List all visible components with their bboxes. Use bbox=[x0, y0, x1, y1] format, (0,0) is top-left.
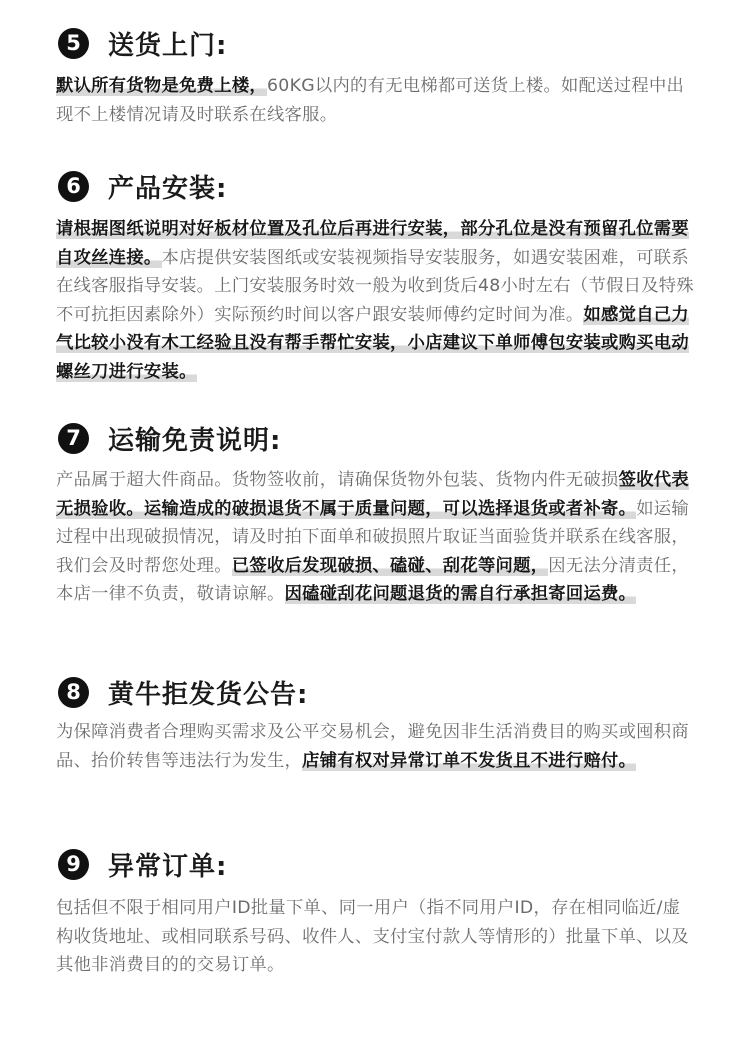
section-heading bbox=[58, 418, 281, 458]
section-body bbox=[56, 72, 696, 129]
emphasis-text: 因磕碰刮花问题退货的需自行承担寄回运费。 bbox=[284, 584, 637, 604]
emphasis-text: 已签收后发现破损、磕碰、刮花等问题， bbox=[231, 555, 549, 576]
body-text: 因无法分清责任，本店一律不负责，敬请谅解。 bbox=[56, 555, 689, 604]
section-body bbox=[56, 894, 696, 980]
body-text: 为保障消费者合理购买需求及公平交易机会，避免因非生活消费目的购买或囤积商品、抬价转售等违法行为发生， bbox=[56, 722, 689, 771]
number-badge-icon: 9 bbox=[58, 849, 89, 880]
section-title: 送货上门: bbox=[108, 30, 228, 61]
section-body bbox=[56, 466, 696, 609]
section-heading bbox=[58, 672, 308, 712]
emphasis-text: 如感觉自己力气比较小没有木工经验且没有帮手帮忙安装，小店建议下单师傅包安装或购买电动螺丝刀进行安装。 bbox=[56, 304, 689, 382]
section-body bbox=[56, 718, 696, 775]
body-text: 60KG以内的有无电梯都可送货上楼。如配送过程中出现不上楼情况请及时联系在线客服。 bbox=[56, 76, 685, 125]
section-heading bbox=[58, 844, 227, 884]
number-badge-icon: 6 bbox=[58, 171, 89, 202]
emphasis-text: 店铺有权对异常订单不发货且不进行赔付。 bbox=[302, 750, 637, 771]
section-title: 黄牛拒发货公告: bbox=[108, 679, 309, 710]
section-body bbox=[56, 215, 696, 386]
number-badge-icon: 8 bbox=[58, 677, 89, 708]
section-title: 产品安装: bbox=[108, 173, 228, 204]
emphasis-text: 默认所有货物是免费上楼， bbox=[56, 76, 267, 96]
body-text: 本店提供安装图纸或安装视频指导安装服务，如遇安装困难，可联系在线客服指导安装。上门安装服务时效一般为收到货后48小时左右（节假日及特殊不可抗拒因素除外）实际预约时间以客户跟安装师傅约定时间为准。 bbox=[56, 247, 694, 325]
body-text: 产品属于超大件商品。货物签收前，请确保货物外包装、货物内件无破损 bbox=[56, 470, 619, 490]
body-text: 如运输过程中出现破损情况，请及时拍下面单和破损照片取证当面验货并联系在线客服，我们会及时帮您处理。 bbox=[56, 498, 689, 576]
section-heading bbox=[58, 166, 227, 206]
section-title: 异常订单: bbox=[108, 851, 228, 882]
body-text: 包括但不限于相同用户ID批量下单、同一用户（指不同用户ID，存在相同临近/虚构收货地址、或相同联系号码、收件人、支付宝付款人等情形的）批量下单、以及其他非消费目的的交易订单。 bbox=[56, 898, 689, 975]
emphasis-text: 签收代表无损验收。运输造成的破损退货不属于质量问题，可以选择退货或者补寄。 bbox=[56, 470, 689, 519]
section-heading bbox=[58, 23, 227, 63]
number-badge-icon: 7 bbox=[58, 423, 89, 454]
number-badge-icon: 5 bbox=[58, 28, 89, 59]
section-title: 运输免责说明: bbox=[108, 425, 282, 456]
emphasis-text: 请根据图纸说明对好板材位置及孔位后再进行安装，部分孔位是没有预留孔位需要自攻丝连接。 bbox=[56, 219, 689, 268]
